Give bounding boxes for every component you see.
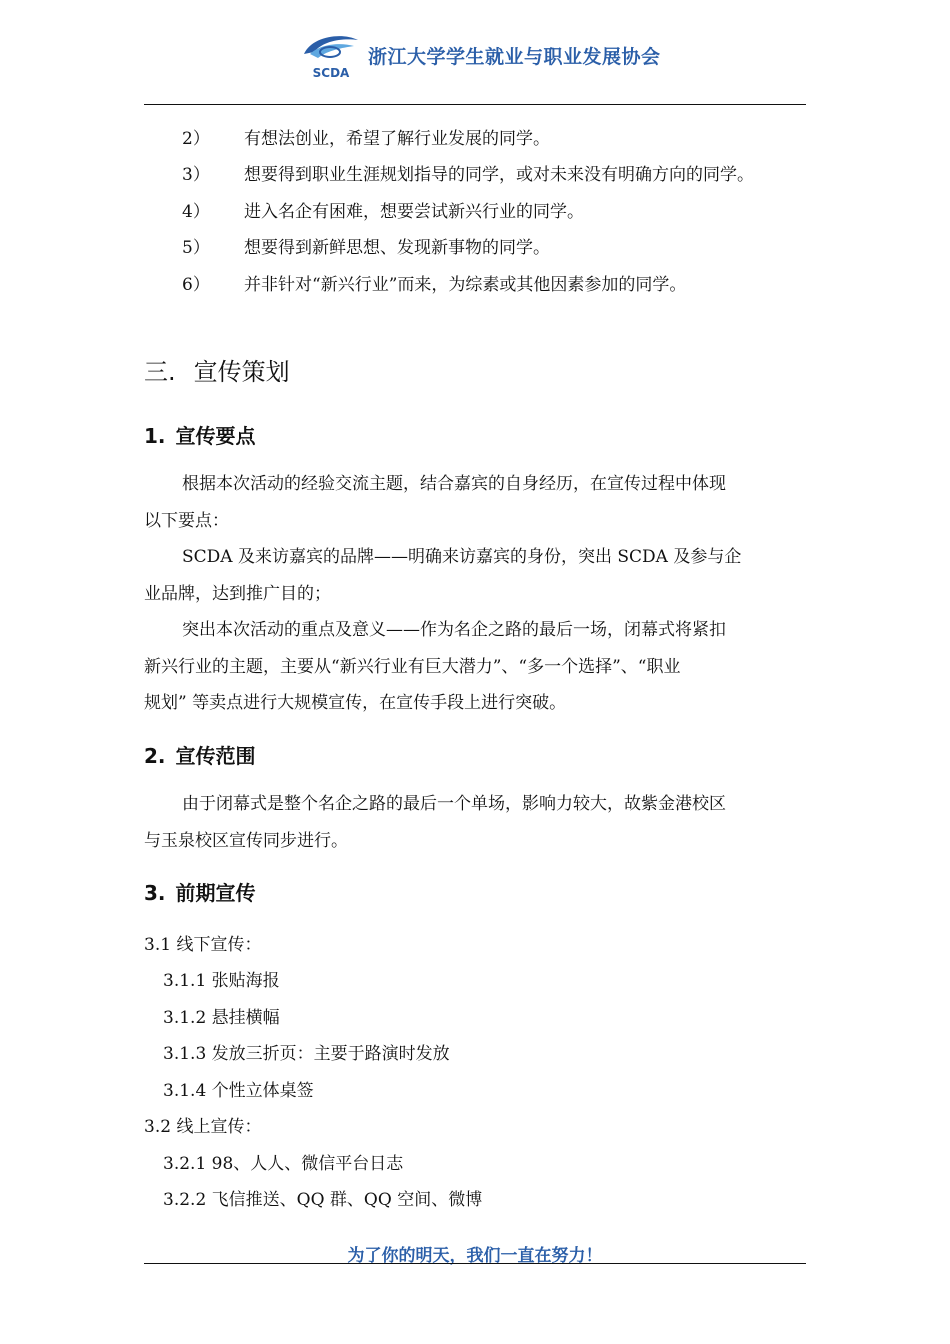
list-item-number: 5）	[182, 238, 210, 259]
subsection-number: 1.	[144, 424, 166, 448]
section-number: 三.	[144, 358, 176, 386]
subsection-heading-2	[144, 740, 256, 769]
footer-slogan: 为了你的明天，我们一直在努力！	[347, 1246, 603, 1266]
subsection-heading-1	[144, 420, 256, 449]
paragraph-line: 根据本次活动的经验交流主题，结合嘉宾的自身经历，在宣传过程中体现	[182, 474, 726, 494]
online-title: 3.2 线上宣传：	[144, 1117, 262, 1137]
list-item-text: 想要得到新鲜思想、发现新事物的同学。	[244, 238, 550, 259]
list-item	[144, 155, 806, 192]
online-item: 3.2.2 飞信推送、QQ 群、QQ 空间、微博	[163, 1190, 483, 1210]
header-rule	[144, 104, 806, 105]
list-item	[144, 191, 806, 228]
list-item-number: 2）	[182, 128, 210, 149]
section-title: 宣传策划	[193, 358, 290, 386]
offline-item: 3.1.2 悬挂横幅	[163, 1008, 280, 1028]
paragraph-line: 由于闭幕式是整个名企之路的最后一个单场，影响力较大，故紫金港校区	[182, 794, 726, 814]
offline-item: 3.1.3 发放三折页：主要于路演时发放	[163, 1044, 450, 1064]
list-item-number: 3）	[182, 165, 210, 186]
paragraph-line: 以下要点：	[144, 510, 229, 531]
list-item-text: 有想法创业，希望了解行业发展的同学。	[244, 128, 550, 149]
list-item-text: 进入名企有困难，想要尝试新兴行业的同学。	[244, 201, 584, 222]
section-heading	[144, 352, 290, 387]
list-item	[144, 264, 806, 301]
list-item-number: 4）	[182, 201, 210, 222]
paragraph-scope	[144, 786, 806, 859]
paragraph-line: 业品牌，达到推广目的；	[144, 583, 331, 604]
paragraph-line: 规划” 等卖点进行大规模宣传，在宣传手段上进行突破。	[144, 693, 567, 713]
logo-text: SCDA	[312, 66, 350, 80]
offline-item: 3.1.4 个性立体桌签	[163, 1081, 314, 1101]
offline-title: 3.1 线下宣传：	[144, 935, 262, 955]
offline-item: 3.1.1 张贴海报	[163, 971, 280, 991]
subsection-title: 宣传要点	[175, 424, 256, 448]
paragraph-line: 新兴行业的主题，主要从“新兴行业有巨大潜力”、“多一个选择”、“职业	[144, 656, 681, 677]
audience-list	[144, 118, 806, 301]
paragraph-line: 与玉泉校区宣传同步进行。	[144, 830, 348, 851]
subsection-number: 3.	[144, 881, 166, 905]
subsection-title: 宣传范围	[175, 744, 256, 768]
list-item	[144, 118, 806, 155]
org-name: 浙江大学学生就业与职业发展协会	[368, 46, 661, 68]
subsection-heading-3	[144, 877, 256, 906]
page-header	[0, 0, 950, 106]
paragraph-line: SCDA 及来访嘉宾的品牌——明确来访嘉宾的身份，突出 SCDA 及参与企	[182, 547, 742, 567]
subsection-title: 前期宣传	[175, 881, 256, 905]
scda-logo-icon	[300, 30, 362, 80]
paragraph-key-points	[144, 466, 806, 722]
paragraph-line: 突出本次活动的重点及意义——作为名企之路的最后一场，闭幕式将紧扣	[182, 620, 726, 640]
online-item: 3.2.1 98、人人、微信平台日志	[163, 1154, 404, 1174]
list-item	[144, 228, 806, 265]
list-item-text: 并非针对“新兴行业”而来，为综素或其他因素参加的同学。	[244, 274, 687, 295]
list-item-number: 6）	[182, 274, 210, 295]
footer-rule	[144, 1263, 806, 1264]
list-item-text: 想要得到职业生涯规划指导的同学，或对未来没有明确方向的同学。	[244, 165, 754, 186]
subsection-number: 2.	[144, 744, 166, 768]
